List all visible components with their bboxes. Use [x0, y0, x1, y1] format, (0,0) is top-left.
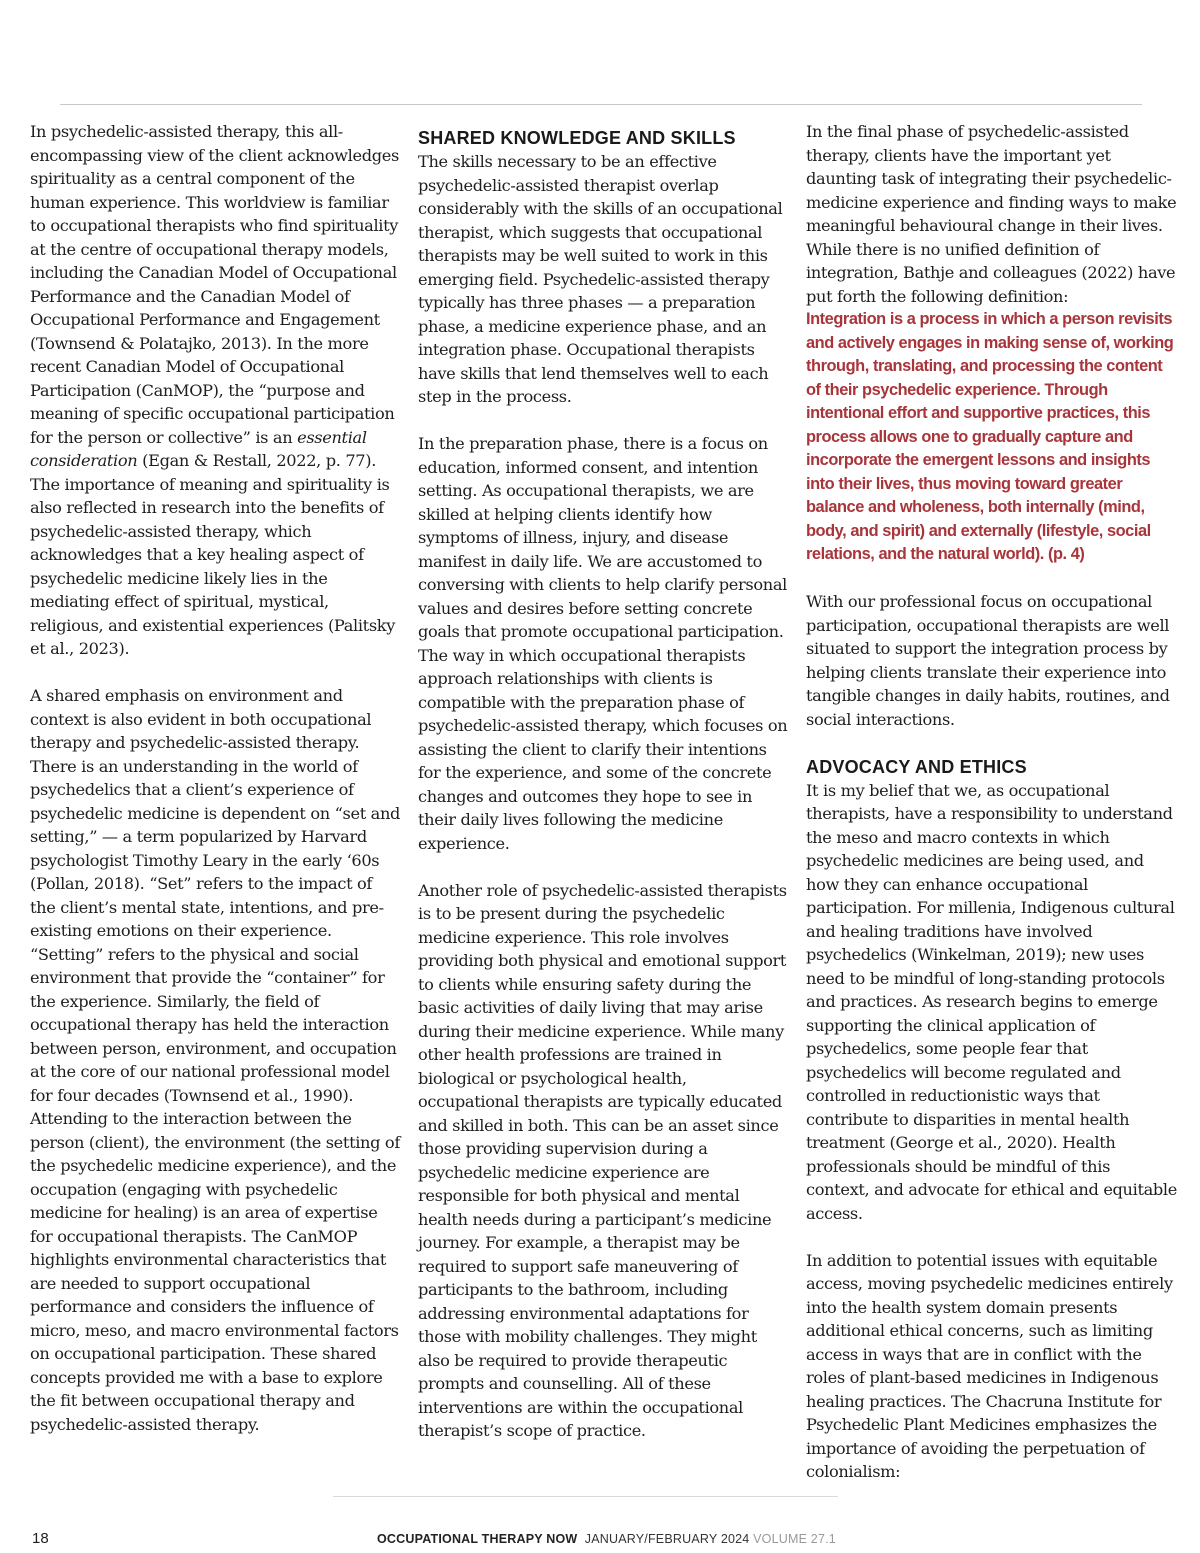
paragraph-integration: In the final phase of psychedelic-assisted therapy, clients have the important yet daunting task of integrating their psychedelic-medicine experience and finding ways to make meaningful behavioural change in their lives. While there is no unified definition of integration, Bathje and colleagues (2022) have put forth the following definition: — [806, 122, 1177, 306]
emphasis-text: essential consideration — [30, 427, 367, 470]
section-heading-shared-knowledge: SHARED KNOWLEDGE AND SKILLS — [418, 128, 736, 148]
footer-divider — [333, 1496, 838, 1497]
paragraph-spirituality — [30, 120, 402, 661]
paragraph-text: In psychedelic-assisted therapy, this all-encompassing view of the client acknowledges spirituality as a central component of the human experience. This worldview is familiar to occupational therapists who find spirituality at the centre of occupational therapy models, including the Canadian Model of Occupational Performance and the Canadian Model of Occupational Performance and Engagement (Townsend & Polatajko, 2013). In the more recent Canadian Model of Occupational Participation (CanMOP), the “purpose and meaning of specific occupational participation for the person or collective” is an — [30, 122, 399, 447]
issue-date: JANUARY/FEBRUARY 2024 — [584, 1532, 750, 1546]
paragraph-occupational-focus: With our professional focus on occupational participation, occupational therapists are well situated to support the integration process by helping clients translate their experience into tangible changes in daily habits, routines, and social interactions. — [806, 592, 1170, 729]
top-divider — [60, 104, 1142, 105]
column-right — [806, 120, 1178, 1507]
volume-label: VOLUME 27.1 — [753, 1532, 836, 1546]
paragraph-text: (Egan & Restall, 2022, p. 77). The importance of meaning and spirituality is also reflected in research into the benefits of psychedelic-assisted therapy, which acknowledges that a key healing aspect of psychedelic medicine likely lies in the mediating effect of spiritual, mystical, religious, and existential experiences (Palitsky et al., 2023). — [30, 451, 396, 658]
paragraph-preparation: In the preparation phase, there is a focus on education, informed consent, and intention setting. As occupational therapists, we are skilled at helping clients identify how symptoms of illness, injury, and disease manifest in daily life. We are accustomed to conversing with clients to help clarify personal values and desires before setting concrete goals that promote occupational participation. The way in which occupational therapists approach relationships with clients is compatible with the preparation phase of psychedelic-assisted therapy, which focuses on assisting the client to clarify their intentions for the experience, and some of the concrete changes and outcomes they hope to see in their daily lives following the medicine experience. — [418, 434, 788, 853]
section-heading-advocacy: ADVOCACY AND ETHICS — [806, 756, 1027, 777]
page-number: 18 — [32, 1530, 49, 1547]
paragraph-ethics: In addition to potential issues with equitable access, moving psychedelic medicines entirely into the health system domain presents additional ethical concerns, such as limiting access in ways that are in conflict with the roles of plant-based medicines in Indigenous healing practices. The Chacruna Institute for Psychedelic Plant Medicines emphasizes the importance of avoiding the perpetuation of colonialism: — [806, 1250, 1173, 1481]
paragraph-skills: The skills necessary to be an effective psychedelic-assisted therapist overlap considerably with the skills of an occupational therapist, which suggests that occupational therapists may be well suited to work in this emerging field. Psychedelic-assisted therapy typically has three phases — a preparation phase, a medicine experience phase, and an integration phase. Occupational therapists have skills that lend themselves well to each step in the process. — [418, 152, 783, 406]
column-middle — [418, 120, 790, 1466]
paragraph-environment: A shared emphasis on environment and context is also evident in both occupational therapy and psychedelic-assisted therapy. There is an understanding in the world of psychedelics that a client’s experience of psychedelic medicine is dependent on “set and setting,” — a term popularized by Harvard psychologist Timothy Leary in the early ‘60s (Pollan, 2018). “Set” refers to the impact of the client’s mental state, intentions, and pre-existing emotions on their experience. “Setting” refers to the physical and social environment that provide the “container” for the experience. Similarly, the field of occupational therapy has held the interaction between person, environment, and occupation at the core of our national professional model for four decades (Townsend et al., 1990). Attending to the interaction between the person (client), the environment (the setting of the psychedelic medicine experience), and the occupation (engaging with psychedelic medicine for healing) is an area of expertise for occupational therapists. The CanMOP highlights environmental characteristics that are needed to support occupational performance and considers the influence of micro, meso, and macro environmental factors on occupational participation. These shared concepts provided me with a base to explore the fit between occupational therapy and psychedelic-assisted therapy. — [30, 686, 401, 1434]
journal-footer — [377, 1532, 836, 1546]
pull-quote-integration: Integration is a process in which a person revisits and actively engages in making sense of, working through, translating, and processing the content of their psychedelic experience. Through intentional effort and supportive practices, this process allows one to gradually capture and incorporate the emergent lessons and insights into their lives, thus moving toward greater balance and wholeness, both internally (mind, body, and spirit) and externally (lifestyle, social relations, and the natural world). (p. 4) — [806, 310, 1174, 563]
journal-name: OCCUPATIONAL THERAPY NOW — [377, 1532, 578, 1546]
column-left — [30, 120, 402, 1460]
paragraph-advocacy: It is my belief that we, as occupational therapists, have a responsibility to understand the meso and macro contexts in which psychedelic medicines are being used, and how they can enhance occupational participation. For millenia, Indigenous cultural and healing traditions have involved psychedelics (Winkelman, 2019); new uses need to be mindful of long-standing protocols and practices. As research begins to emerge supporting the clinical application of psychedelics, some people fear that psychedelics will become regulated and controlled in reductionistic ways that contribute to disparities in mental health treatment (George et al., 2020). Health professionals should be mindful of this context, and advocate for ethical and equitable access. — [806, 780, 1177, 1223]
paragraph-medicine-experience: Another role of psychedelic-assisted therapists is to be present during the psychedelic medicine experience. This role involves providing both physical and emotional support to clients while ensuring safety during the basic activities of daily living that may arise during their medicine experience. While many other health professions are trained in biological or psychological health, occupational therapists are typically educated and skilled in both. This can be an asset since those providing supervision during a psychedelic medicine experience are responsible for both physical and mental health needs during a participant’s medicine journey. For example, a therapist may be required to support safe maneuvering of participants to the bathroom, including addressing environmental adaptations for those with mobility challenges. They might also be required to provide therapeutic prompts and counselling. All of these interventions are within the occupational therapist’s scope of practice. — [418, 880, 787, 1440]
